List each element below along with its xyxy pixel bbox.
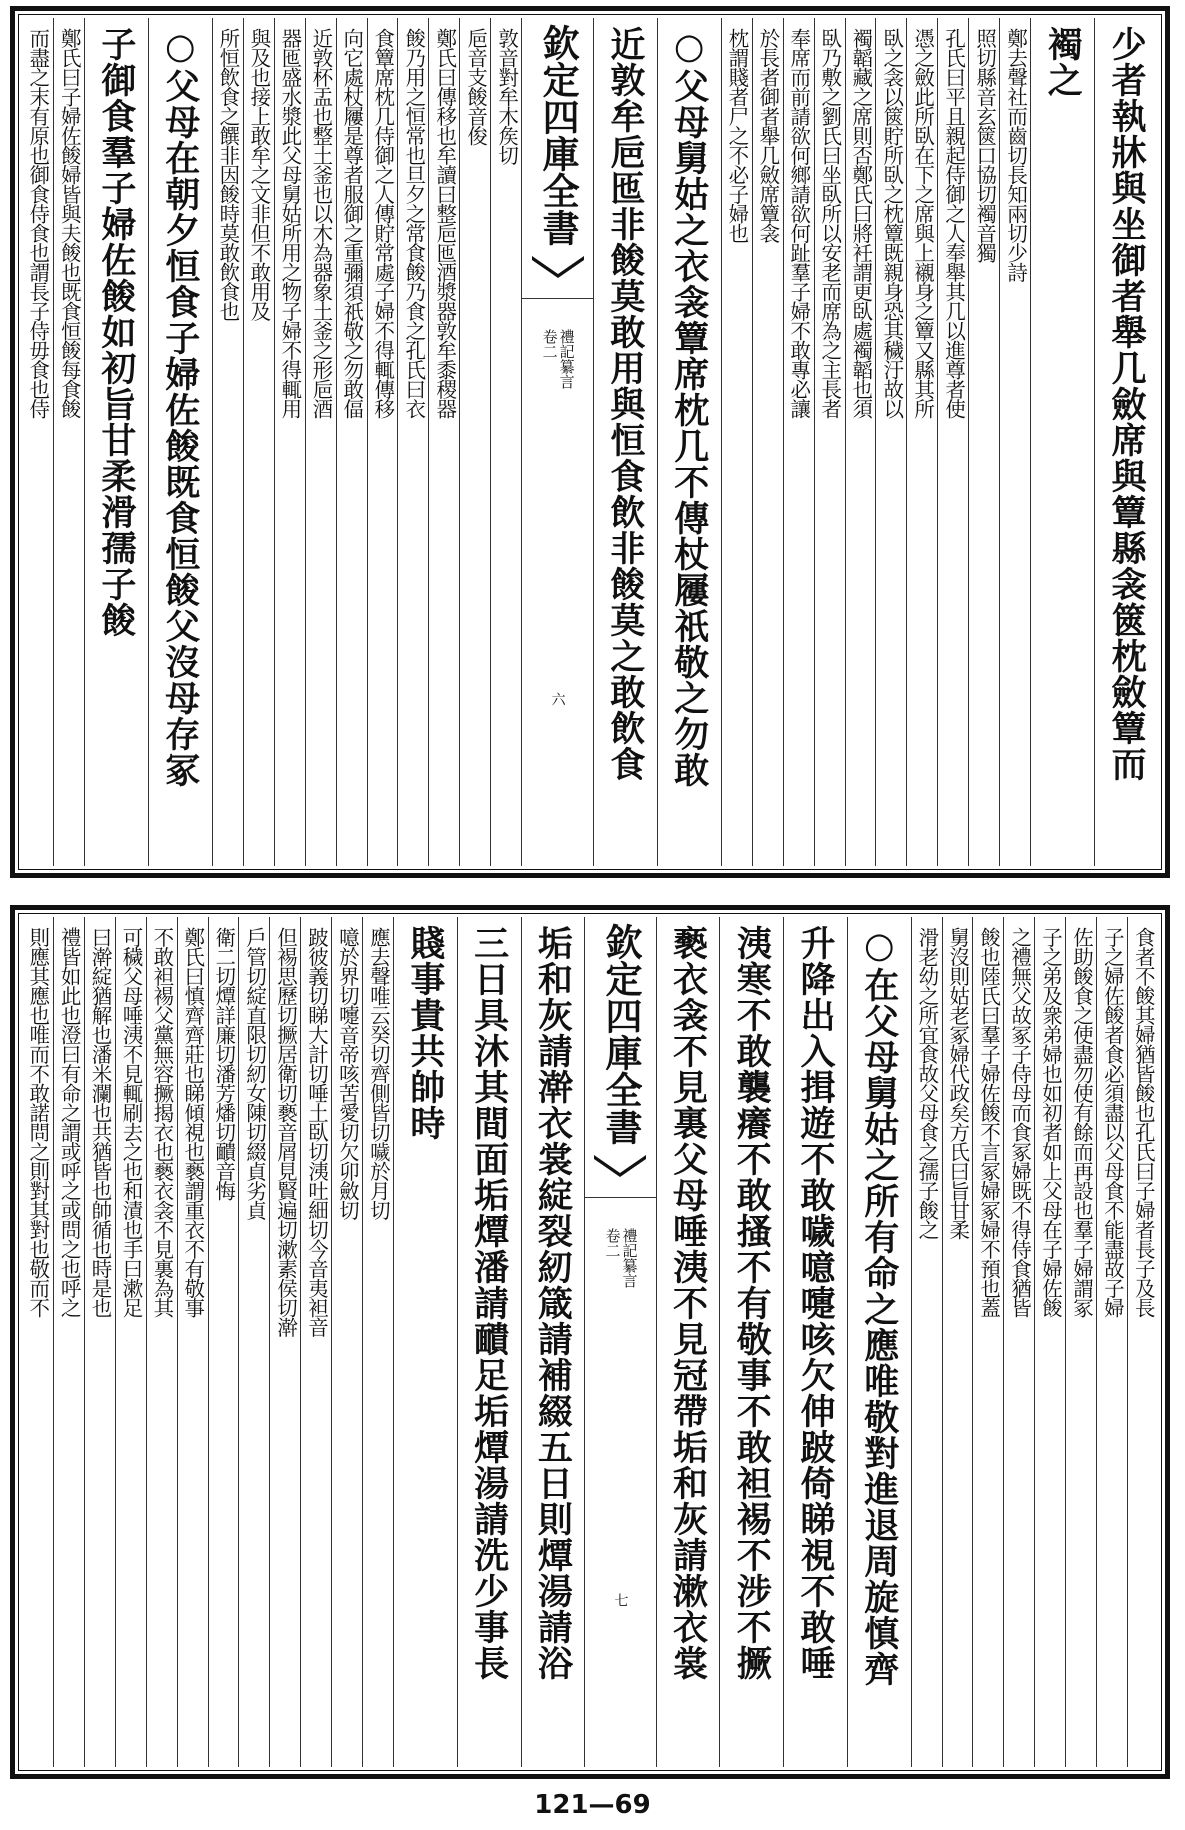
commentary-column bbox=[367, 18, 398, 866]
commentary-column bbox=[972, 917, 1003, 1767]
leaf-number: 六 bbox=[549, 692, 566, 706]
commentary-column bbox=[115, 917, 146, 1767]
fold-subtitle bbox=[542, 329, 574, 389]
main-text-column bbox=[393, 917, 457, 1767]
main-text-column bbox=[656, 917, 720, 1767]
main-text-column bbox=[719, 917, 783, 1767]
commentary-column bbox=[53, 917, 84, 1767]
commentary-column bbox=[1034, 917, 1065, 1767]
commentary-column bbox=[1096, 917, 1127, 1767]
commentary-column bbox=[305, 18, 336, 866]
main-text-column bbox=[593, 18, 657, 866]
main-text: 少者執牀與坐御者舉几斂席與簟縣衾篋枕斂簟而 bbox=[1106, 26, 1148, 782]
commentary-text: 餕乃用之恒常也旦夕之常食餕乃食之孔氏曰衣 bbox=[401, 28, 426, 418]
commentary-text: 子之弟及衆弟婦也如初者如上父母在子婦佐餕 bbox=[1038, 927, 1063, 1317]
fold-center-column bbox=[521, 18, 593, 866]
commentary-column bbox=[243, 18, 274, 866]
main-text: 近敦牟巵匜非餕莫敢用與恒食飲非餕莫之敢飲食 bbox=[604, 26, 646, 782]
commentary-column bbox=[968, 18, 999, 866]
commentary-text: 鄭氏曰子婦佐餕婦皆與夫餕也既食恒餕每食餕 bbox=[57, 28, 82, 418]
juan-number: 卷二 bbox=[603, 1228, 622, 1258]
main-text: 垢和灰請澣衣裳綻裂紉箴請補綴五日則燂湯請浴 bbox=[532, 925, 574, 1681]
commentary-column bbox=[238, 917, 269, 1767]
commentary-column bbox=[362, 917, 393, 1767]
juan-number: 卷二 bbox=[540, 329, 559, 359]
commentary-text: 照切縣音玄篋口協切襡音獨 bbox=[972, 28, 997, 262]
commentary-text: 憑之斂此所臥在下之席與上襯身之簟又縣其所 bbox=[910, 28, 935, 418]
commentary-column bbox=[1065, 917, 1096, 1767]
commentary-text: 滑老幼之所宜食故父母食之孺子餕之 bbox=[914, 927, 939, 1239]
commentary-column bbox=[269, 917, 300, 1767]
commentary-column bbox=[942, 917, 973, 1767]
commentary-text: 所恒飲食之饌非因餕時莫敢飲食也 bbox=[215, 28, 240, 321]
fishtail-mark-icon bbox=[530, 254, 586, 278]
commentary-text: 跛彼義切睇大計切唾土臥切洟吐細切今音夷袒音 bbox=[304, 927, 329, 1337]
main-text: 洟寒不敢襲癢不敢搔不有敬事不敢袒裼不涉不撅 bbox=[731, 925, 773, 1681]
commentary-text: 應去聲唯云癸切齊側皆切噦於月切 bbox=[366, 927, 391, 1220]
commentary-text: 但裼思歷切撅居衛切褻音屑見賢遍切漱素侯切澣 bbox=[273, 927, 298, 1337]
commentary-column bbox=[177, 917, 208, 1767]
main-text-column bbox=[1030, 18, 1094, 866]
fold-center-column bbox=[584, 917, 655, 1767]
commentary-text: 奉席而前請欲何鄉請欲何趾羣子婦不敢專必讓 bbox=[786, 28, 811, 418]
commentary-column bbox=[752, 18, 783, 866]
commentary-text: 舅沒則姑老冢婦代政矣方氏曰旨甘柔 bbox=[945, 927, 970, 1239]
commentary-column bbox=[721, 18, 752, 866]
main-text: 三日具沐其間面垢燂潘請靧足垢燂湯請洗少事長 bbox=[468, 925, 510, 1681]
commentary-column bbox=[490, 18, 521, 866]
commentary-column bbox=[22, 18, 53, 866]
commentary-text: 鄭氏曰傳移也牟讀曰整巵匜酒漿器敦牟黍稷器 bbox=[432, 28, 457, 418]
commentary-text: 鄭氏曰慎齊齊莊也睇傾視也褻謂重衣不有敬事 bbox=[180, 927, 205, 1317]
top-page bbox=[10, 6, 1170, 878]
commentary-text: 噫於界切嚏音帝咳苦愛切欠卯斂切 bbox=[335, 927, 360, 1220]
commentary-column bbox=[999, 18, 1030, 866]
fold-rule bbox=[585, 1197, 655, 1198]
commentary-text: 枕謂賤者尸之不必子婦也 bbox=[724, 28, 749, 243]
fold-rule bbox=[522, 298, 593, 299]
main-text: 子御食羣子婦佐餕如初旨甘柔滑孺子餕 bbox=[95, 26, 137, 638]
main-text: 升降出入揖遊不敢噦噫嚏咳欠伸跛倚睇視不敢唾 bbox=[795, 925, 837, 1681]
commentary-column bbox=[814, 18, 845, 866]
commentary-text: 臥乃敷之劉氏曰坐臥所以安老而席為之主長者 bbox=[817, 28, 842, 418]
main-text-column bbox=[84, 18, 148, 866]
commentary-column bbox=[397, 18, 428, 866]
main-text-column bbox=[657, 18, 721, 866]
main-text: ○父母在朝夕恒食子婦佐餕既食恒餕父沒母存冢 bbox=[159, 26, 201, 788]
commentary-text: 食者不餕其婦猶皆餕也孔氏曰子婦者長子及長 bbox=[1131, 927, 1156, 1317]
commentary-text: 襡韜藏之席則否鄭氏曰將衽謂更臥處襡韜也須 bbox=[848, 28, 873, 418]
commentary-column bbox=[336, 18, 367, 866]
commentary-text: 衛二切燂詳廉切潘芳燔切靧音悔 bbox=[211, 927, 236, 1200]
fold-title: 欽定四庫全書 bbox=[536, 24, 581, 246]
commentary-text: 與及也接上敢牟之文非但不敢用及 bbox=[246, 28, 271, 321]
commentary-text: 孔氏曰平且親起侍御之人奉舉其几以進尊者使 bbox=[941, 28, 966, 418]
commentary-text: 敦音對牟木矦切 bbox=[494, 28, 519, 165]
commentary-text: 子之婦佐餕者食必須盡以父母食不能盡故子婦 bbox=[1100, 927, 1125, 1317]
fold-title: 欽定四庫全書 bbox=[598, 923, 643, 1145]
commentary-column bbox=[300, 917, 331, 1767]
page-number: 121—69 bbox=[534, 1790, 651, 1820]
commentary-text: 向它處杖屨是尊者服御之重彌須祇敬之勿敢偪 bbox=[339, 28, 364, 418]
commentary-column bbox=[22, 917, 53, 1767]
commentary-text: 之禮無父故冢子侍母而食冢婦既不得侍食猶皆 bbox=[1007, 927, 1032, 1317]
commentary-text: 於長者御者舉几斂席簟衾 bbox=[755, 28, 780, 243]
main-text: 賤事貴共帥時 bbox=[404, 925, 446, 1141]
commentary-column bbox=[1127, 917, 1158, 1767]
commentary-text: 食簟席枕几侍御之人傳貯常處子婦不得輒傳移 bbox=[370, 28, 395, 418]
commentary-text: 臥之衾以篋貯所臥之枕簟既親身恐其穢汙故以 bbox=[879, 28, 904, 418]
main-text: 襡之 bbox=[1042, 26, 1084, 98]
main-text: ○在父母舅姑之所有命之應唯敬對進退周旋慎齊 bbox=[858, 925, 900, 1687]
top-text-columns bbox=[22, 18, 1158, 866]
commentary-column bbox=[428, 18, 459, 866]
main-text: 褻衣衾不見裏父母唾洟不見冠帶垢和灰請漱衣裳 bbox=[667, 925, 709, 1681]
commentary-column bbox=[906, 18, 937, 866]
commentary-column bbox=[53, 18, 84, 866]
commentary-text: 近敦杯盂也整土釜也以木為器象土釜之形巵酒 bbox=[308, 28, 333, 418]
bottom-page bbox=[10, 905, 1170, 1779]
commentary-text: 禮皆如此也澄曰有命之謂或呼之或問之也呼之 bbox=[57, 927, 82, 1317]
commentary-text: 可穢父母唾洟不見輒刷去之也和漬也手曰漱足 bbox=[118, 927, 143, 1317]
main-text-column bbox=[1094, 18, 1158, 866]
commentary-column bbox=[84, 917, 115, 1767]
main-text-column bbox=[148, 18, 212, 866]
commentary-column bbox=[783, 18, 814, 866]
bottom-text-columns bbox=[22, 917, 1158, 1767]
leaf-number: 七 bbox=[612, 1593, 629, 1607]
main-text-column bbox=[521, 917, 585, 1767]
commentary-text: 鄭去聲社而齒切長知兩切少詩 bbox=[1003, 28, 1028, 282]
commentary-text: 不敢袒裼父黨無容撅揭衣也褻衣衾不見裏為其 bbox=[149, 927, 174, 1317]
commentary-text: 佐助餕食之使盡勿使有餘而再設也羣子婦謂冢 bbox=[1069, 927, 1094, 1317]
commentary-text: 則應其應也唯而不敢諾問之則對其對也敬而不 bbox=[25, 927, 50, 1317]
commentary-text: 器匜盛水漿此父母舅姑所用之物子婦不得輒用 bbox=[277, 28, 302, 418]
main-text: ○父母舅姑之衣衾簟席枕几不傳杖屨祇敬之勿敢 bbox=[668, 26, 710, 788]
fold-subtitle bbox=[603, 1228, 639, 1288]
commentary-column bbox=[911, 917, 942, 1767]
commentary-column bbox=[1003, 917, 1034, 1767]
commentary-text: 而盡之末有原也御食侍食也謂長子侍毋食也侍 bbox=[25, 28, 50, 418]
commentary-text: 戶管切綻直限切紉女陳切綴貞劣貞 bbox=[242, 927, 267, 1220]
book-title: 禮記纂言 bbox=[557, 329, 576, 389]
commentary-text: 曰澣綻猶解也潘米瀾也共猶皆也帥循也時是也 bbox=[88, 927, 113, 1317]
book-title: 禮記纂言 bbox=[620, 1228, 639, 1288]
main-text-column bbox=[847, 917, 911, 1767]
commentary-column bbox=[937, 18, 968, 866]
commentary-column bbox=[459, 18, 490, 866]
commentary-text: 巵音支餕音俊 bbox=[463, 28, 488, 145]
commentary-column bbox=[875, 18, 906, 866]
commentary-column bbox=[845, 18, 876, 866]
commentary-text: 餕也陸氏曰羣子婦佐餕不言冢婦冢婦不預也蓋 bbox=[976, 927, 1001, 1317]
commentary-column bbox=[208, 917, 239, 1767]
main-text-column bbox=[783, 917, 847, 1767]
commentary-column bbox=[146, 917, 177, 1767]
fishtail-mark-icon bbox=[592, 1153, 648, 1177]
commentary-column bbox=[212, 18, 243, 866]
main-text-column bbox=[457, 917, 521, 1767]
commentary-column bbox=[274, 18, 305, 866]
commentary-column bbox=[331, 917, 362, 1767]
